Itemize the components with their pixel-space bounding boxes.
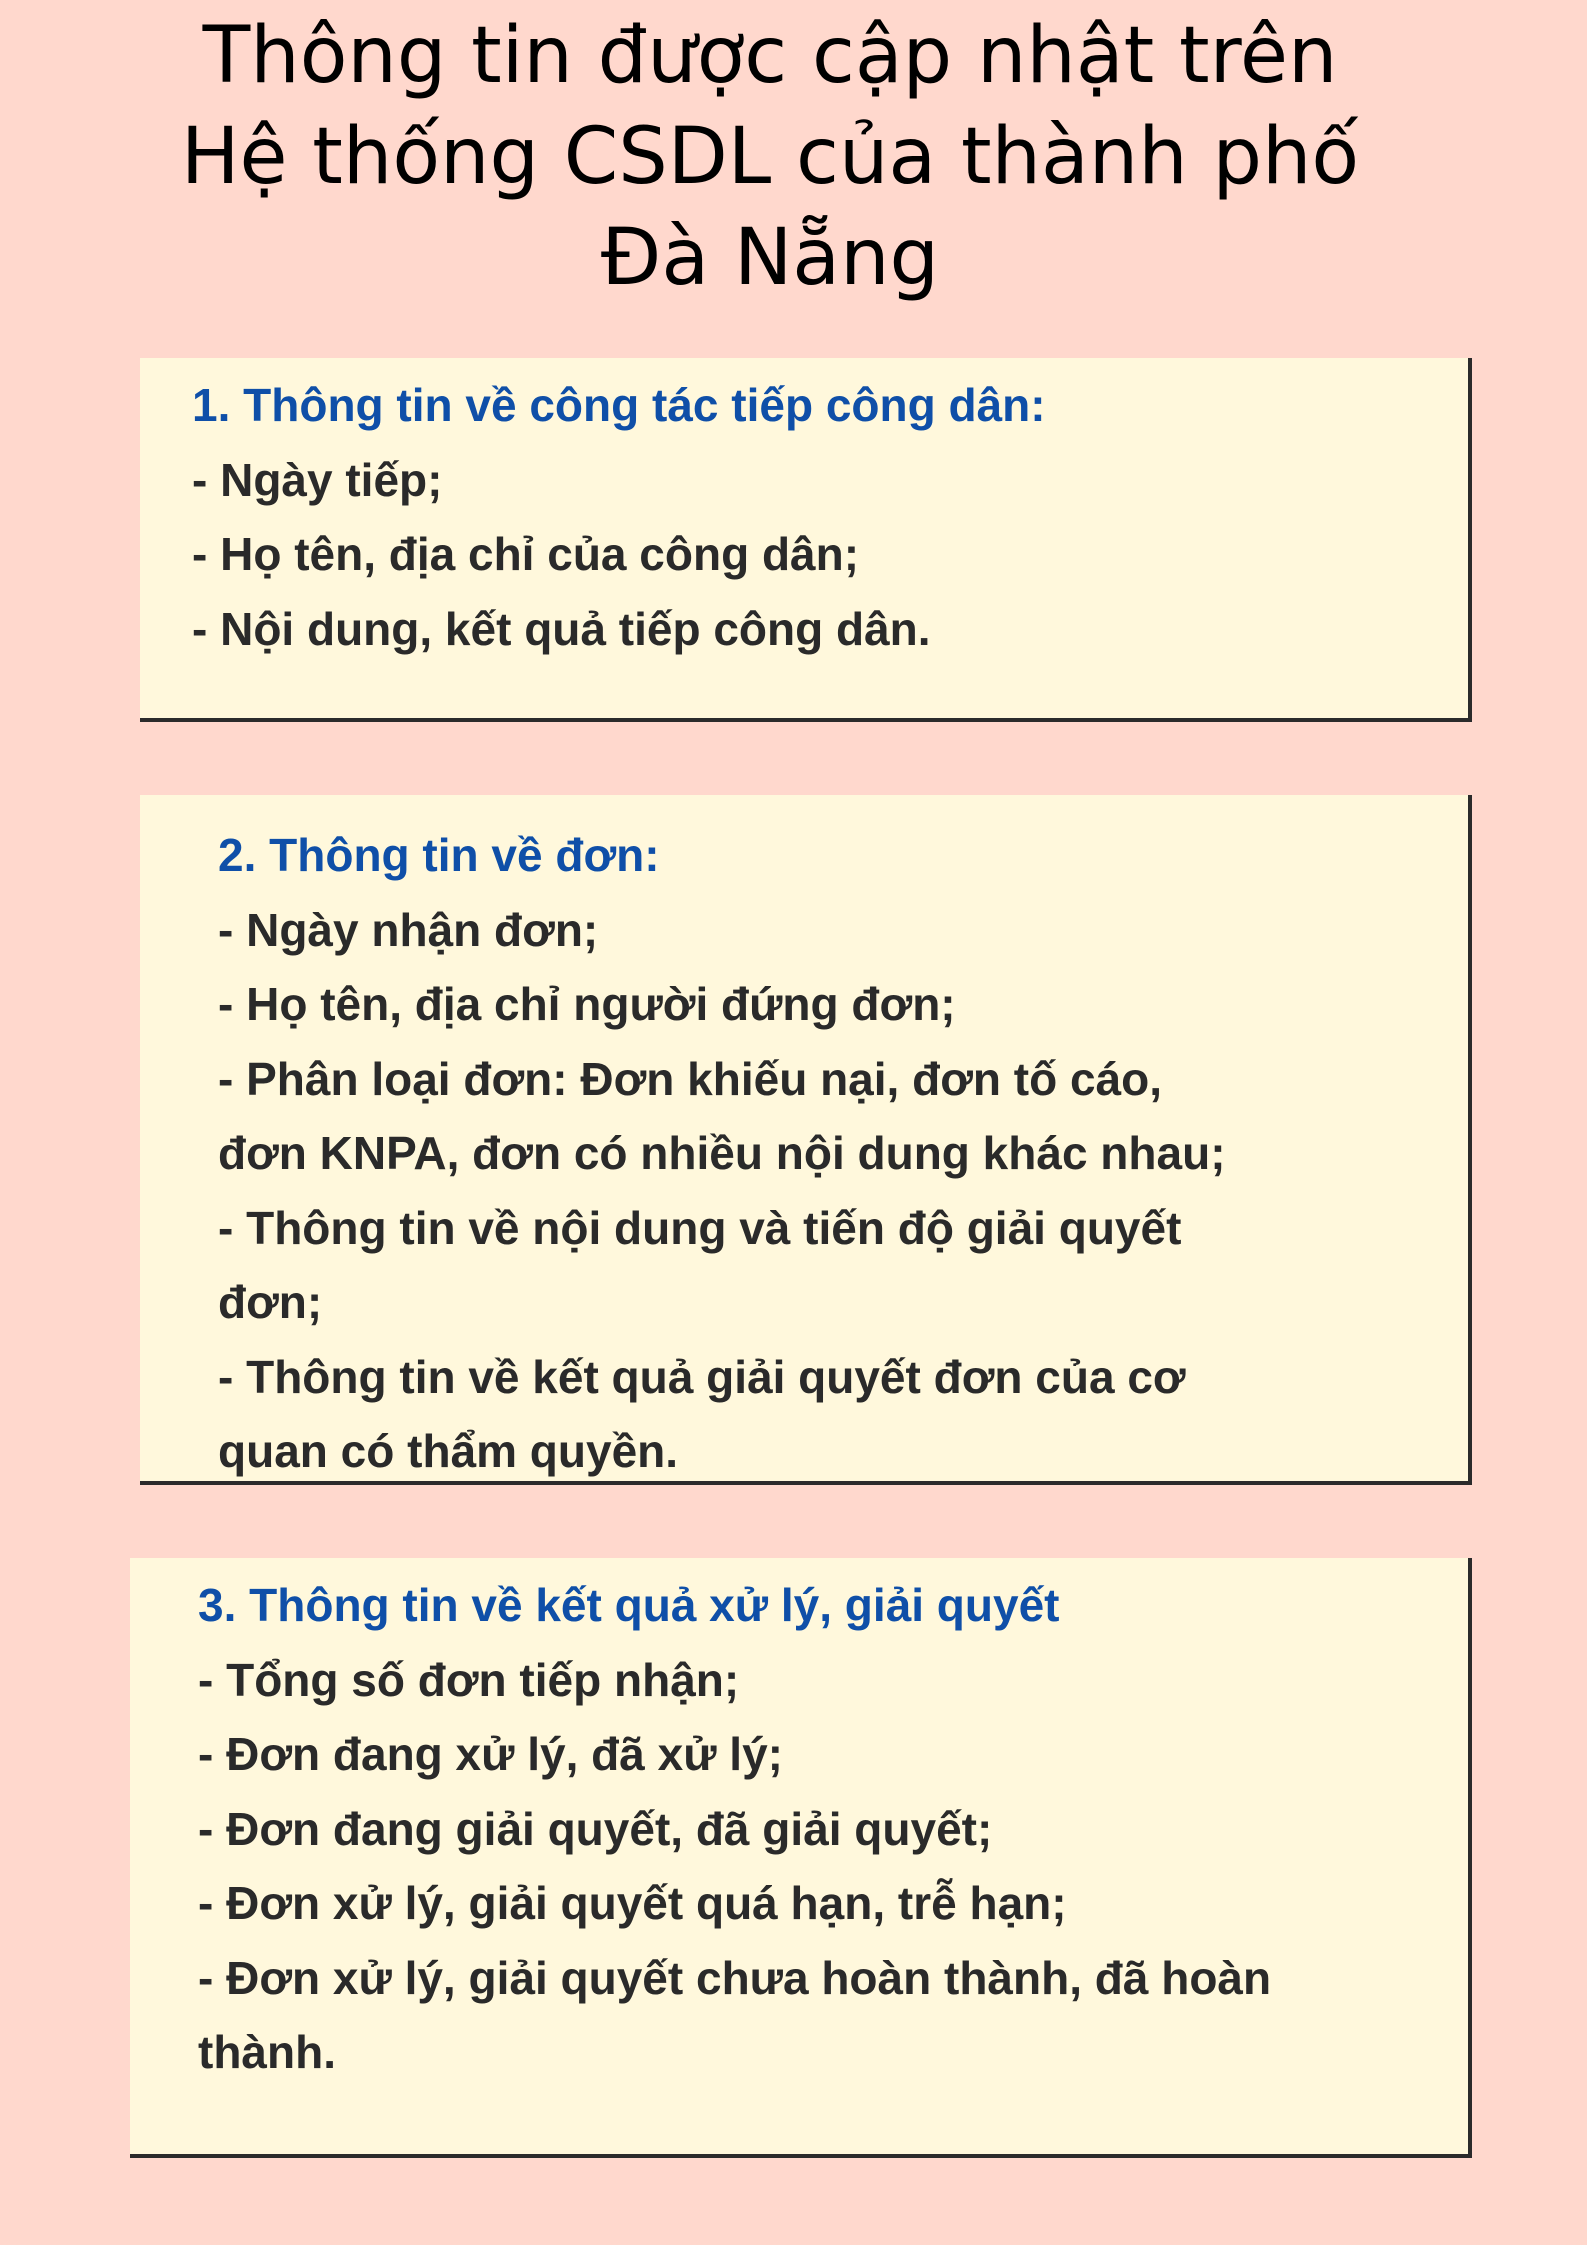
section-card-processing-results: [130, 1558, 1472, 2158]
section-line: - Đơn xử lý, giải quyết quá hạn, trễ hạn;: [198, 1877, 1067, 1929]
section-line: quan có thẩm quyền.: [218, 1425, 679, 1477]
section-card-citizen-reception: [140, 358, 1472, 722]
section-line: - Ngày nhận đơn;: [218, 903, 599, 956]
section-line: - Họ tên, địa chỉ của công dân;: [192, 528, 860, 580]
section-line: - Đơn đang xử lý, đã xử lý;: [198, 1728, 783, 1780]
section-heading: 2. Thông tin về đơn:: [218, 829, 660, 881]
section-line: - Thông tin về nội dung và tiến độ giải quyết: [218, 1201, 1182, 1254]
section-line: - Ngày tiếp;: [192, 453, 443, 506]
section-line: thành.: [198, 2026, 336, 2078]
section-content: [198, 1568, 1271, 2090]
section-content: [218, 818, 1226, 1489]
section-line: - Nội dung, kết quả tiếp công dân.: [192, 602, 931, 655]
section-heading: 3. Thông tin về kết quả xử lý, giải quyết: [198, 1579, 1060, 1631]
section-line: - Đơn xử lý, giải quyết chưa hoàn thành, đã hoàn: [198, 1951, 1272, 2004]
section-line: - Họ tên, địa chỉ người đứng đơn;: [218, 978, 956, 1030]
title-line-3: Đà Nẵng: [600, 213, 940, 303]
section-line: đơn;: [218, 1276, 323, 1328]
section-line: - Tổng số đơn tiếp nhận;: [198, 1653, 740, 1706]
section-content: [192, 368, 1046, 666]
section-line: - Đơn đang giải quyết, đã giải quyết;: [198, 1802, 993, 1855]
title-line-2: Hệ thống CSDL của thành phố: [180, 112, 1360, 202]
section-line: - Thông tin về kết quả giải quyết đơn của cơ: [218, 1350, 1186, 1403]
page-title: [80, 6, 1460, 309]
section-line: - Phân loại đơn: Đơn khiếu nại, đơn tố cáo,: [218, 1052, 1163, 1105]
section-line: đơn KNPA, đơn có nhiều nội dung khác nhau;: [218, 1127, 1226, 1179]
section-card-petition-info: [140, 795, 1472, 1485]
title-line-1: Thông tin được cập nhật trên: [202, 11, 1338, 101]
section-heading: 1. Thông tin về công tác tiếp công dân:: [192, 379, 1046, 431]
